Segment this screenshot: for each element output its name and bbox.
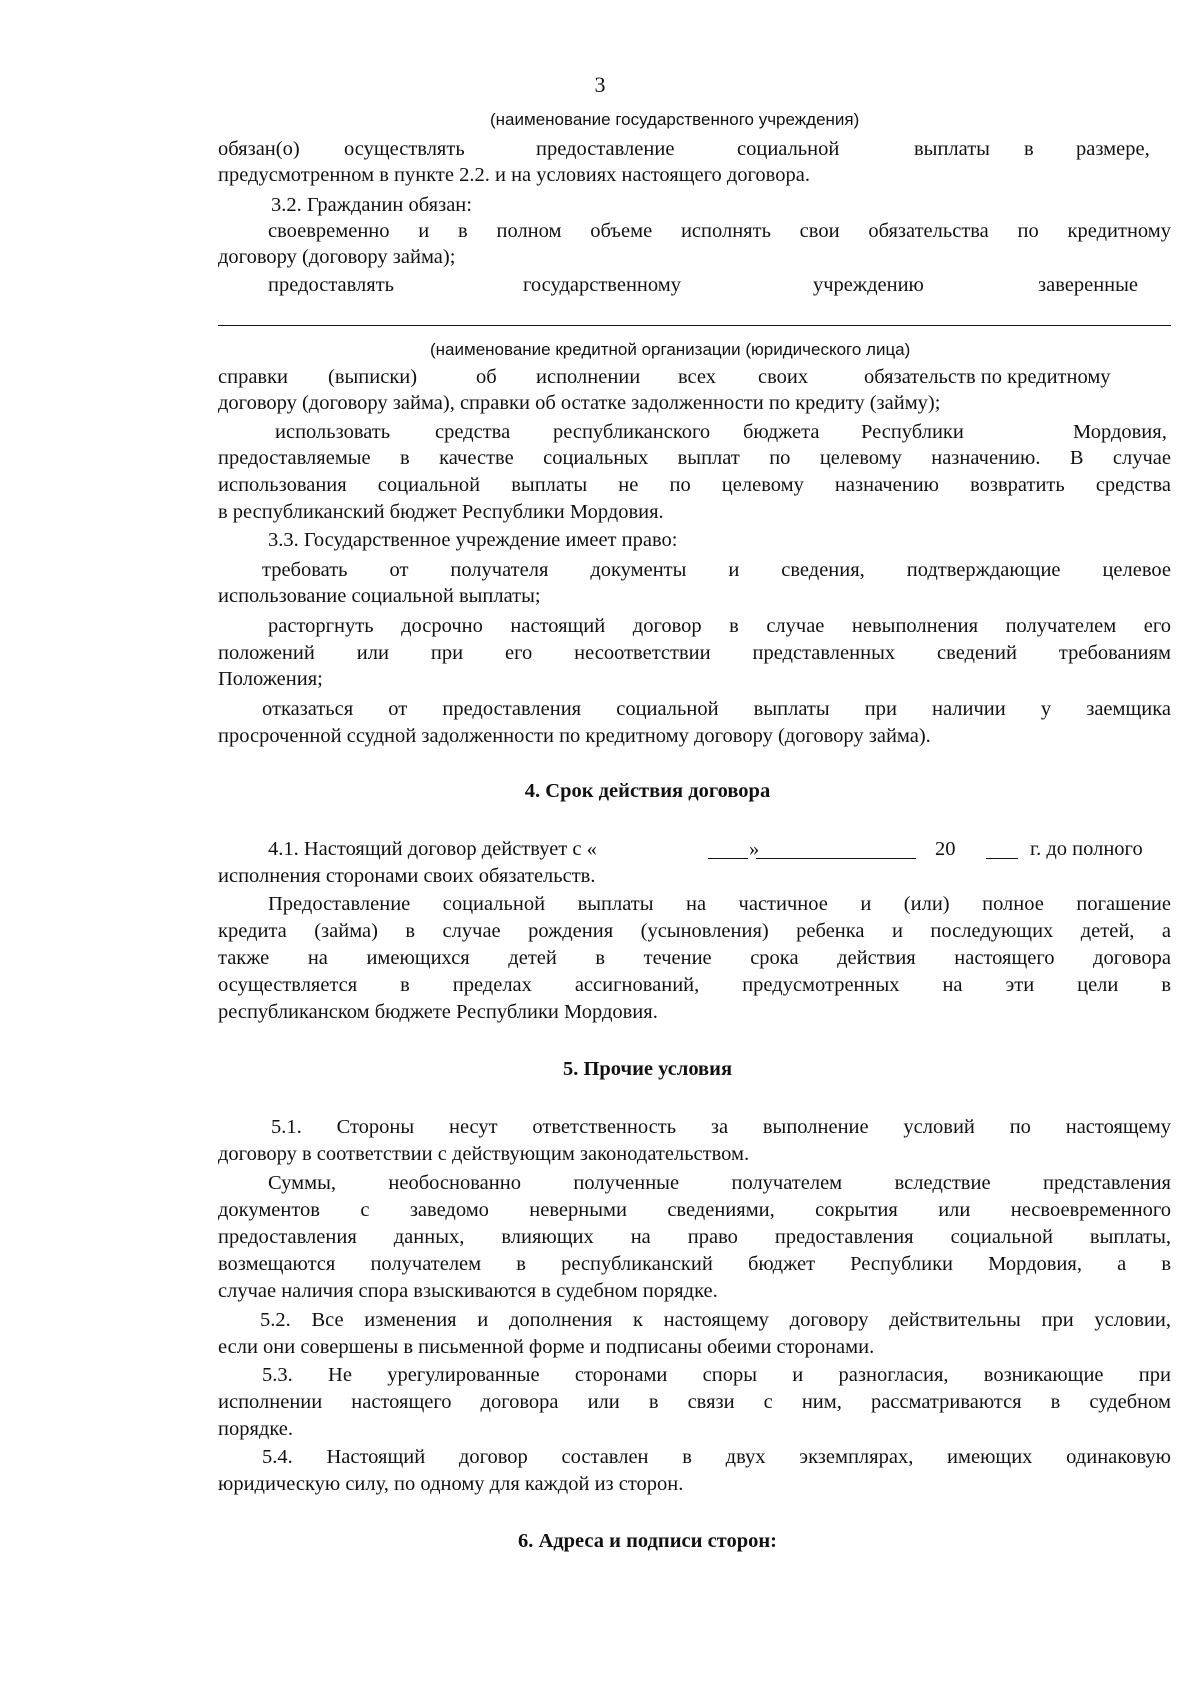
s3-line-5: договору (договору займа);: [218, 246, 456, 268]
s5-line-4: документов с заведомо неверными сведениями, сокрытия или несвоевременного: [218, 1199, 1171, 1221]
word: социальной: [737, 138, 840, 160]
s5-line-3: Суммы, необоснованно полученные получателем вследствие представления: [268, 1172, 1171, 1194]
s4-line-5: также на имеющихся детей в течение срока действия настоящего договора: [218, 947, 1171, 969]
s5-line-10: 5.3. Не урегулированные сторонами споры и разногласия, возникающие при: [262, 1364, 1171, 1386]
month-blank: [756, 840, 916, 859]
s3-line-15: использование социальной выплаты;: [218, 585, 541, 607]
word: использовать: [275, 421, 391, 443]
s5-line-13: 5.4. Настоящий договор составлен в двух экземплярах, имеющих одинаковую: [262, 1446, 1171, 1468]
word: предоставление: [536, 138, 675, 160]
day-blank: [708, 840, 748, 859]
word: учреждению: [813, 274, 924, 296]
word: Республики: [861, 421, 964, 443]
s3-line-14: требовать от получателя документы и сведения, подтверждающие целевое: [262, 559, 1171, 581]
word: исполнении: [536, 366, 641, 388]
s3-line-16: расторгнуть досрочно настоящий договор в случае невыполнения получателем его: [268, 615, 1171, 637]
section-6-heading: 6. Адреса и подписи сторон:: [517, 1530, 778, 1552]
word: обязательств по кредитному: [864, 366, 1111, 388]
s3-line-13: 3.3. Государственное учреждение имеет право:: [268, 529, 678, 551]
s5-line-2: договору в соответствии с действующим законодательством.: [218, 1143, 750, 1165]
s3-line-17: положений или при его несоответствии представленных сведений требованиям: [218, 642, 1171, 664]
caption-gov-institution: (наименование государственного учреждения): [490, 110, 860, 129]
word: заверенные: [1038, 274, 1139, 296]
s3-line-11: использования социальной выплаты не по целевому назначению возвратить средства: [218, 474, 1171, 496]
s5-line-9: если они совершены в письменной форме и подписаны обеими сторонами.: [218, 1336, 875, 1358]
s5-line-1: 5.1. Стороны несут ответственность за выполнение условий по настоящему: [271, 1116, 1171, 1138]
word: республиканского: [553, 421, 711, 443]
word: бюджета: [743, 421, 820, 443]
page-number: 3: [594, 72, 606, 97]
s5-line-8: 5.2. Все изменения и дополнения к настоящему договору действительны при условии,: [260, 1309, 1171, 1331]
word: (выписки): [328, 366, 418, 388]
s3-line-18: Положения;: [218, 668, 323, 690]
word: в: [1024, 138, 1034, 160]
s4-line-2: исполнения сторонами своих обязательств.: [218, 865, 596, 887]
word: осуществлять: [344, 138, 465, 160]
word: средства: [435, 421, 511, 443]
s5-line-6: возмещаются получателем в республиканский бюджет Республики Мордовия, а в: [218, 1253, 1171, 1275]
section-5-heading: 5. Прочие условия: [562, 1058, 733, 1080]
word: государственному: [523, 274, 681, 296]
s4-line-4: кредита (займа) в случае рождения (усыновления) ребенка и последующих детей, а: [218, 920, 1171, 942]
s5-line-12: порядке.: [218, 1418, 294, 1440]
s3-line-19: отказаться от предоставления социальной выплаты при наличии у заемщика: [262, 698, 1171, 720]
s5-line-14: юридическую силу, по одному для каждой из сторон.: [218, 1473, 684, 1495]
caption-credit-org: (наименование кредитной организации (юридического лица): [430, 340, 911, 359]
s3-line-12: в республиканский бюджет Республики Мордовия.: [218, 501, 664, 523]
s3-line-4: своевременно и в полном объеме исполнять свои обязательства по кредитному: [268, 220, 1171, 242]
blank-credit-org-line: [218, 325, 1171, 326]
year-prefix: 20: [935, 838, 956, 860]
s3-line-10: предоставляемые в качестве социальных выплат по целевому назначению. В случае: [218, 447, 1171, 469]
word: размере,: [1076, 138, 1150, 160]
word: выплаты: [914, 138, 990, 160]
word: предоставлять: [268, 274, 395, 296]
date-prefix: 4.1. Настоящий договор действует с «: [268, 838, 597, 860]
s4-line-3: Предоставление социальной выплаты на частичное и (или) полное погашение: [268, 893, 1171, 915]
s5-line-7: случае наличия спора взыскиваются в судебном порядке.: [218, 1280, 718, 1302]
s4-line-6: осуществляется в пределах ассигнований, предусмотренных на эти цели в: [218, 974, 1171, 996]
year-blank: [986, 840, 1018, 859]
section-4-heading: 4. Срок действия договора: [524, 780, 771, 802]
s4-line-7: республиканском бюджете Республики Мордовия.: [218, 1001, 658, 1023]
word: об: [476, 366, 497, 388]
s5-line-11: исполнении настоящего договора или в связи с ним, рассматриваются в судебном: [218, 1391, 1171, 1413]
word: всех: [678, 366, 716, 388]
word: Мордовия,: [1073, 421, 1167, 443]
s3-line-3: 3.2. Гражданин обязан:: [271, 194, 472, 216]
s3-line-8: договору (договору займа), справки об остатке задолженности по кредиту (займу);: [218, 392, 941, 414]
s5-line-5: предоставления данных, влияющих на право предоставления социальной выплаты,: [218, 1226, 1171, 1248]
date-suffix: г. до полного: [1030, 838, 1143, 860]
s3-line-20: просроченной ссудной задолженности по кредитному договору (договору займа).: [218, 725, 931, 747]
date-close-quote: »: [749, 838, 760, 860]
word: своих: [758, 366, 809, 388]
word: справки: [218, 366, 289, 388]
word: обязан(о): [218, 138, 300, 160]
s3-line-2: предусмотренном в пункте 2.2. и на условиях настоящего договора.: [218, 164, 810, 186]
